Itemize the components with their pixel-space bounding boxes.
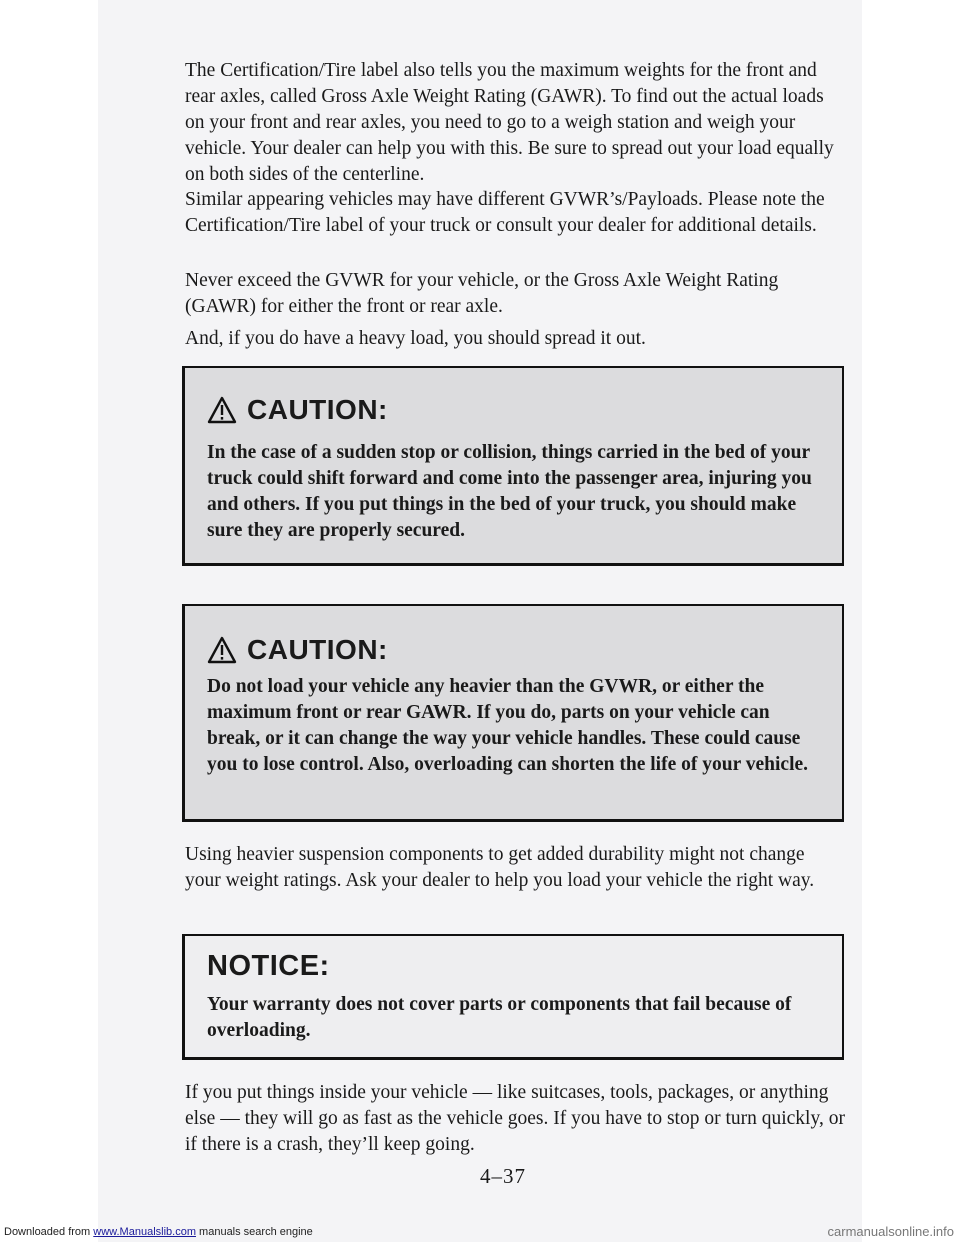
caution-box-overload (182, 604, 844, 822)
caution-title: CAUTION: (247, 634, 388, 665)
download-footer (4, 1226, 313, 1238)
page-number: 4–37 (480, 1164, 526, 1188)
caution-heading (207, 634, 388, 666)
footer-prefix: Downloaded from (4, 1226, 91, 1238)
notice-text: Your warranty does not cover parts or components that fail because of overloading. (207, 994, 792, 1041)
warning-triangle-icon (207, 396, 237, 424)
notice-box (182, 934, 844, 1060)
caution-box-cargo (182, 366, 844, 566)
paragraph-similar-vehicles: Similar appearing vehicles may have different GVWR’s/Payloads. Please note the Certification/Tire label of your truck or consult your dealer for additional details. (185, 189, 825, 236)
caution-text: Do not load your vehicle any heavier than the GVWR, or either the maximum front or rear GAWR. If you do, parts on your vehicle can break, or it can change the way your vehicle handles. These could cause you to lose control. Also, overloading can shorten the life of your vehicle. (207, 676, 809, 775)
paragraph-suspension: Using heavier suspension components to get added durability might not change your weight ratings. Ask your dealer to help you load your vehicle the right way. (185, 844, 815, 891)
watermark-text: carmanualsonline.info (827, 1224, 954, 1239)
warning-triangle-icon (207, 636, 237, 664)
paragraph-heavy-load: And, if you do have a heavy load, you should spread it out. (185, 328, 646, 349)
paragraph-gawr: The Certification/Tire label also tells you the maximum weights for the front and rear axles, called Gross Axle Weight Rating (GAWR). To find out the actual loads on your front and rear axles, you need to go to a weigh station and weigh your vehicle. Your dealer can help you with this. Be sure to spread out your load equally on both sides of the centerline. (185, 60, 834, 185)
manualslib-link[interactable]: www.Manualslib.com (93, 1226, 196, 1238)
caution-heading (207, 394, 388, 426)
notice-title: NOTICE: (207, 950, 330, 982)
paragraph-never-exceed: Never exceed the GVWR for your vehicle, or the Gross Axle Weight Rating (GAWR) for either the front or rear axle. (185, 270, 779, 317)
caution-text: In the case of a sudden stop or collision, things carried in the bed of your truck could shift forward and come into the passenger area, injuring you and others. If you put things in the bed of your truck, you should make sure they are properly secured. (207, 442, 812, 541)
paragraph-loose-items: If you put things inside your vehicle — like suitcases, tools, packages, or anything else — they will go as fast as the vehicle goes. If you have to stop or turn quickly, or if there is a crash, they’ll keep going. (185, 1082, 845, 1155)
caution-title: CAUTION: (247, 394, 388, 425)
footer-suffix: manuals search engine (199, 1226, 313, 1238)
